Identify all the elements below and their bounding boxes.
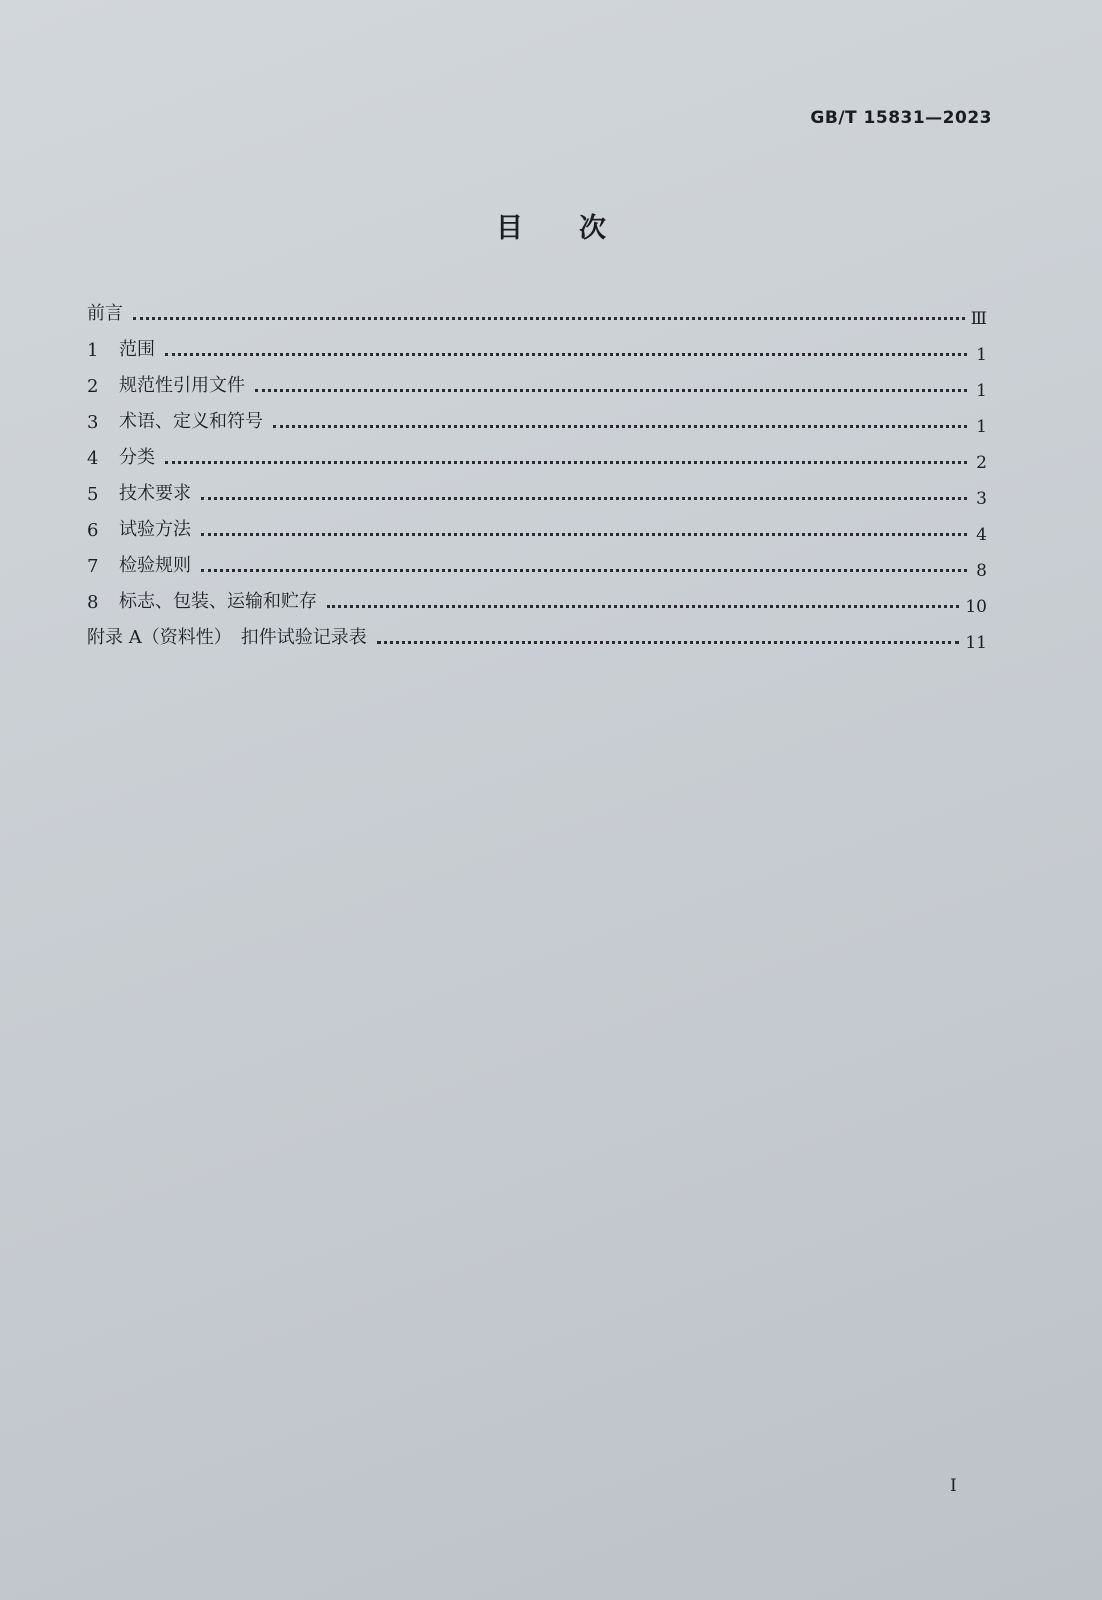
standard-code: GB/T 15831—2023 [810,108,992,128]
toc-entry-page: 3 [976,489,987,509]
toc-entry-page: 1 [976,345,987,365]
toc-entry-label: 技术要求 [119,483,191,504]
toc-entry-label: 前言 [87,303,123,324]
toc-entry-number: 3 [87,412,99,433]
toc-entry-number: 5 [87,484,99,505]
toc-dot-leader [255,388,967,392]
toc-entry-page: 1 [976,417,987,437]
toc-entry-8[interactable] [87,581,987,617]
toc-entry-label: 试验方法 [119,519,191,540]
toc-entry-label: 术语、定义和符号 [119,411,263,432]
toc-entry-5[interactable] [87,473,987,509]
toc-entry-number: 2 [87,376,99,397]
toc-entry-label: 检验规则 [119,555,191,576]
toc-entry-appendix-a[interactable] [87,617,987,653]
toc-entry-label: 标志、包装、运输和贮存 [119,591,317,612]
toc-entry-page: 4 [976,525,987,545]
toc-entry-6[interactable] [87,509,987,545]
toc-entry-number: 1 [87,340,99,361]
toc-entry-page: Ⅲ [970,309,987,329]
toc-entry-page: 2 [976,453,987,473]
toc-dot-leader [165,460,967,464]
toc-dot-leader [377,640,960,644]
toc-entry-1[interactable] [87,329,987,365]
toc-entry-label: 分类 [119,447,155,468]
toc-dot-leader [273,424,967,428]
toc-dot-leader [165,352,967,356]
toc-entry-page: 8 [976,561,987,581]
toc-dot-leader [201,568,967,572]
toc-entry-number: 6 [87,520,99,541]
toc-entry-3[interactable] [87,401,987,437]
toc-dot-leader [327,604,959,608]
toc-entry-page: 11 [965,633,987,653]
toc-entry-preface[interactable] [87,293,987,329]
toc-entry-label: 规范性引用文件 [119,375,245,396]
toc-entry-label: 附录 A（资料性） 扣件试验记录表 [87,627,367,648]
toc-entry-page: 10 [965,597,987,617]
toc-entry-label: 范围 [119,339,155,360]
toc-dot-leader [201,532,967,536]
toc-dot-leader [201,496,967,500]
toc-entry-number: 4 [87,448,99,469]
toc-entry-number: 7 [87,556,99,577]
toc-entry-2[interactable] [87,365,987,401]
toc-dot-leader [133,316,965,320]
toc-entry-7[interactable] [87,545,987,581]
toc-entry-number: 8 [87,592,99,613]
toc-entry-page: 1 [976,381,987,401]
page-number: I [950,1476,957,1496]
toc-entry-4[interactable] [87,437,987,473]
table-of-contents [87,293,987,653]
page-title: 目次 [496,213,662,244]
